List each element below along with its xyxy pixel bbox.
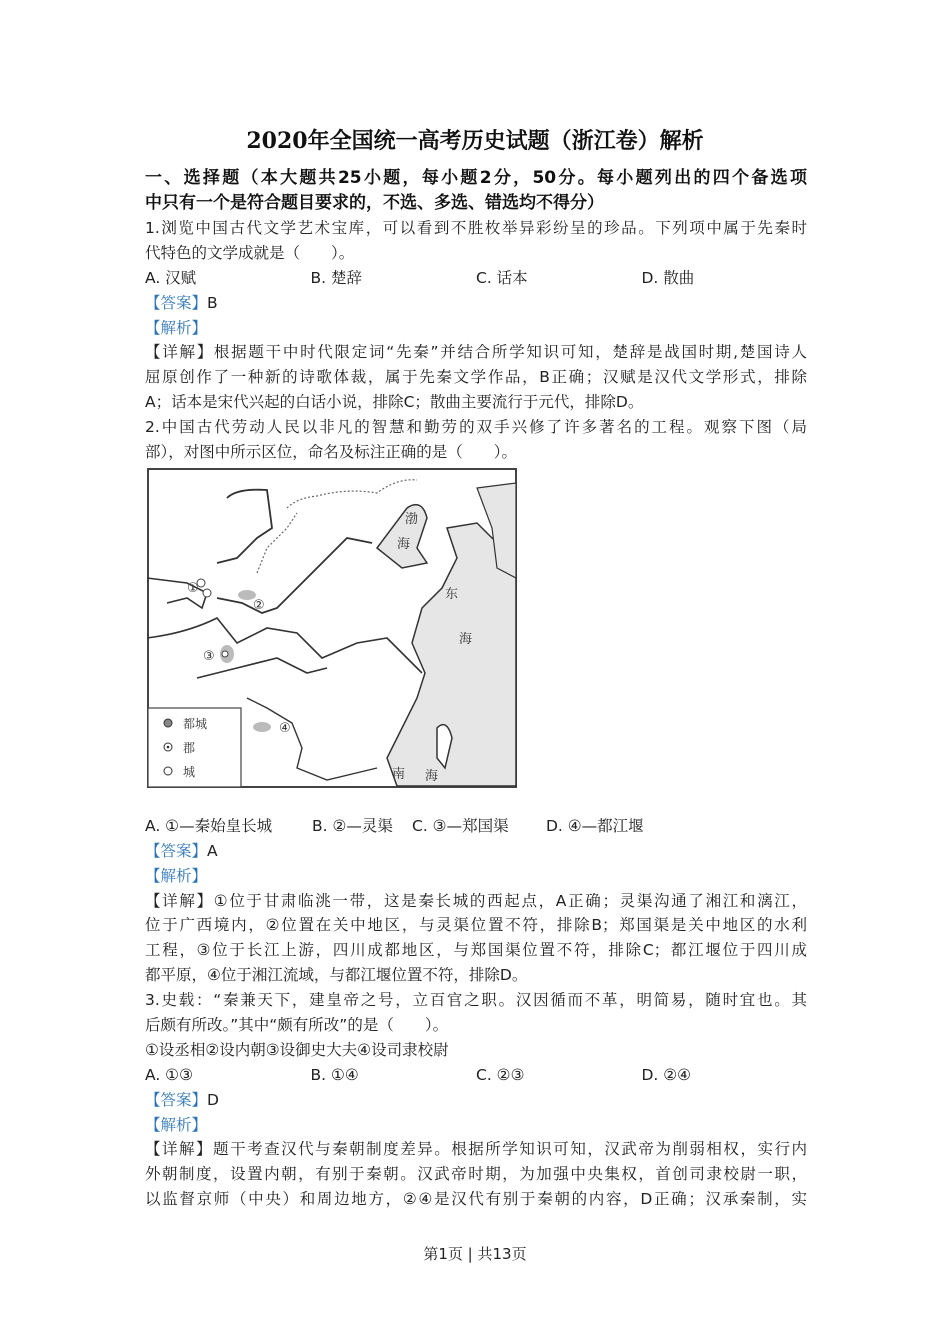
q1-stem: 代特色的文学成就是（ ）。 — [145, 243, 355, 262]
option-b: B. ②—灵渠 — [312, 816, 393, 835]
q2-stem: 2.中国古代劳动人民以非凡的智慧和勤劳的双手兴修了许多著名的工程。观察下图（局 — [145, 418, 807, 437]
sea-label: 东 — [445, 586, 459, 602]
analysis-label: 【解析】 — [145, 866, 208, 885]
analysis-label: 【解析】 — [145, 1115, 208, 1134]
option-b: B. 楚辞 — [310, 268, 362, 287]
q1-answer — [145, 291, 807, 316]
q2-detail: 工程，③位于长江上游，四川成都地区，与郑国渠位置不符，排除C；都江堰位于四川成 — [145, 941, 807, 960]
answer-label: 【答案】 — [145, 841, 208, 860]
option-a: A. 汉赋 — [145, 268, 197, 287]
q3-stem: 3.史载：“秦兼天下，建皇帝之号，立百官之职。汉因循而不革，明简易，随时宜也。其 — [145, 991, 807, 1010]
legend-capital: 都城 — [183, 716, 208, 731]
q2-options — [145, 814, 807, 839]
q2-detail: 都平原，④位于湘江流域，与都江堰位置不符，排除D。 — [145, 966, 528, 985]
legend-city: 城 — [183, 764, 196, 779]
sea-label: 海 — [397, 536, 411, 552]
option-c: C. 话本 — [476, 268, 528, 287]
option-d: D. ②④ — [641, 1065, 692, 1084]
q2-answer — [145, 839, 807, 864]
answer-label: 【答案】 — [145, 293, 208, 312]
answer-value: B — [207, 293, 218, 312]
q1-detail: 屈原创作了一种新的诗歌体裁，属于先秦文学作品，B正确；汉赋是汉代文学形式，排除 — [145, 368, 807, 387]
map-marker-4: ④ — [279, 720, 291, 736]
option-a: A. ①—秦始皇长城 — [145, 816, 273, 835]
qin-map-figure — [145, 465, 807, 814]
q1-detail: A；话本是宋代兴起的白话小说，排除C；散曲主要流行于元代，排除D。 — [145, 393, 644, 412]
q3-options — [145, 1063, 807, 1088]
analysis-label: 【解析】 — [145, 318, 208, 337]
answer-label: 【答案】 — [145, 1090, 208, 1109]
q3-answer — [145, 1088, 807, 1113]
map-marker-2: ② — [253, 597, 265, 613]
q3-stem: 后颇有所改。”其中“颇有所改”的是（ ）。 — [145, 1016, 449, 1035]
q3-detail: 【详解】题干考查汉代与秦朝制度差异。根据所学知识可知，汉武帝为削弱相权，实行内 — [145, 1140, 807, 1159]
q2-detail: 位于广西境内，②位置在关中地区，与灵渠位置不符，排除B；郑国渠是关中地区的水利 — [145, 916, 807, 935]
sea-label: 南 — [392, 766, 406, 782]
section-heading — [145, 166, 807, 216]
map-image — [147, 468, 517, 788]
q1-stem: 1.浏览中国古代文学艺术宝库，可以看到不胜枚举异彩纷呈的珍品。下列项中属于先秦时 — [145, 219, 807, 237]
sea-label: 渤 — [405, 511, 419, 527]
section-heading-line: 中只有一个是符合题目要求的，不选、多选、错选均不得分） — [145, 192, 604, 213]
option-c: C. ③—郑国渠 — [412, 816, 509, 835]
sea-label: 海 — [425, 768, 439, 784]
section-heading-line: 一、选择题（本大题共25小题，每小题2分，50分。每小题列出的四个备选项 — [145, 168, 807, 188]
option-a: A. ①③ — [145, 1065, 193, 1084]
map-marker-3: ③ — [203, 648, 215, 664]
q3-items: ①设丞相②设内朝③设御史大夫④设司隶校尉 — [145, 1040, 449, 1059]
q2-detail: 【详解】①位于甘肃临洮一带，这是秦长城的西起点，A正确；灵渠沟通了湘江和漓江， — [145, 891, 807, 910]
q1-detail: 【详解】根据题干中时代限定词“先秦”并结合所学知识可知，楚辞是战国时期,楚国诗人 — [145, 343, 807, 362]
q1-options — [145, 266, 807, 291]
answer-value: D — [207, 1090, 219, 1109]
legend-commandery: 郡 — [183, 740, 196, 755]
answer-value: A — [207, 841, 218, 860]
map-marker-1: ① — [187, 580, 199, 596]
document-title: 2020年全国统一高考历史试题（浙江卷）解析 — [246, 128, 704, 154]
option-c: C. ②③ — [476, 1065, 525, 1084]
q3-detail: 外朝制度，设置内朝，有别于秦朝。汉武帝时期，为加强中央集权，首创司隶校尉一职， — [145, 1165, 807, 1184]
sea-label: 海 — [459, 631, 473, 647]
document-body — [145, 216, 807, 1212]
option-d: D. ④—都江堰 — [546, 816, 644, 835]
q3-detail: 以监督京师（中央）和周边地方，②④是汉代有别于秦朝的内容，D正确；汉承秦制，实 — [145, 1190, 807, 1209]
option-b: B. ①④ — [310, 1065, 359, 1084]
option-d: D. 散曲 — [641, 268, 695, 287]
q2-stem: 部），对图中所示区位，命名及标注正确的是（ ）。 — [145, 443, 518, 462]
page-footer: 第1页 | 共13页 — [423, 1245, 527, 1263]
